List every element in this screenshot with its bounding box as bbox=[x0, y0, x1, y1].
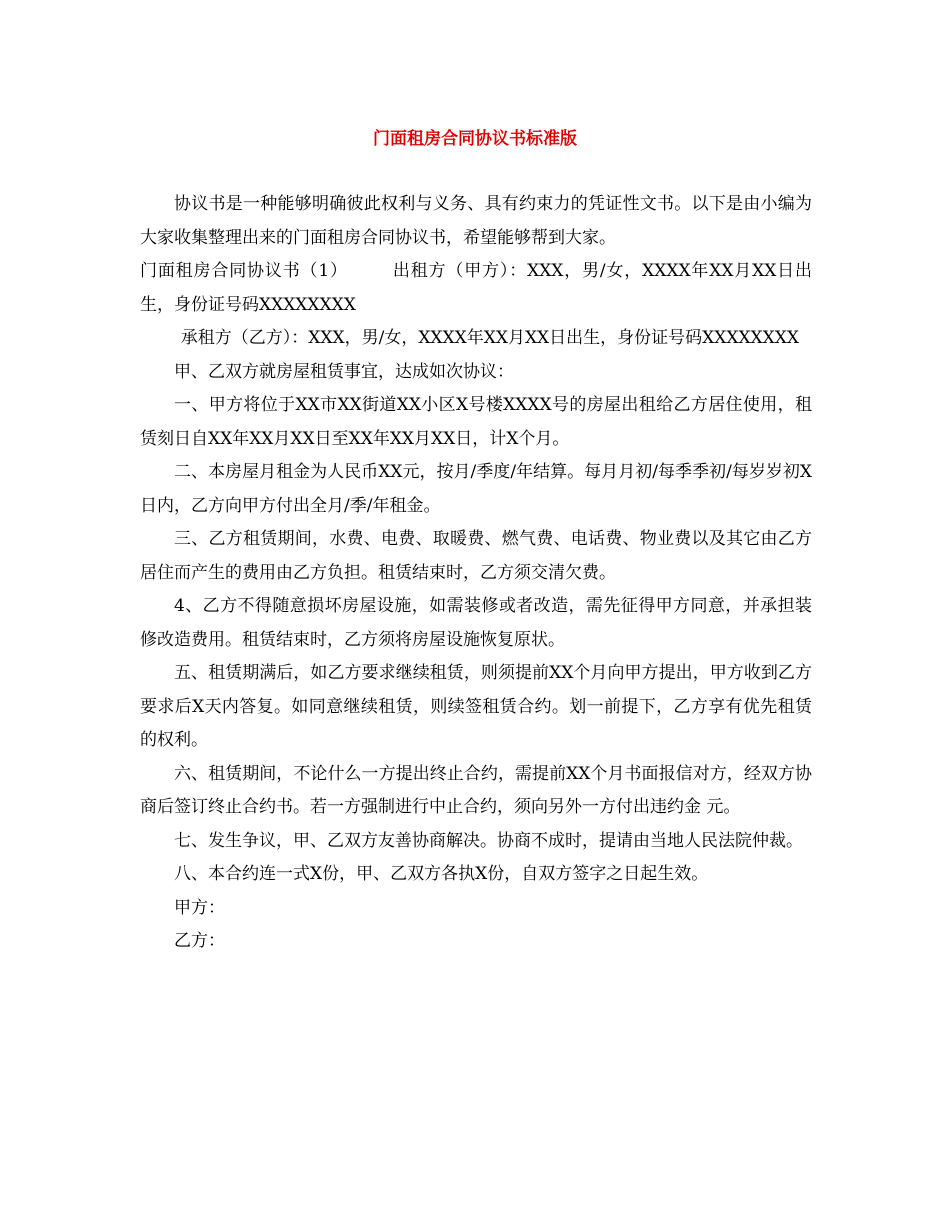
party-a-signature-line: 甲方： bbox=[174, 897, 225, 918]
clause-3-paragraph: 三、乙方租赁期间，水费、电费、取暖费、燃气费、电话费、物业费以及其它由乙方居住而产生的费用由乙方负担。租赁结束时，乙方须交清欠费。 bbox=[140, 529, 812, 583]
clause-2-paragraph: 二、本房屋月租金为人民币XX元，按月/季度/年结算。每月月初/每季季初/每岁岁初X日内，乙方向甲方付出全月/季/年租金。 bbox=[140, 462, 812, 516]
clause-8-paragraph: 八、本合约连一式X份，甲、乙双方各执X份，自双方签字之日起生效。 bbox=[174, 864, 709, 884]
clause-6-paragraph: 六、租赁期间，不论什么一方提出终止合约，需提前XX个月书面报信对方，经双方协商后签订终止合约书。若一方强制进行中止合约，须向另外一方付出违约金 元。 bbox=[140, 763, 812, 817]
clause-1-paragraph: 一、甲方将位于XX市XX街道XX小区X号楼XXXX号的房屋出租给乙方居住使用，租赁刻日自XX年XX月XX日至XX年XX月XX日，计X个月。 bbox=[140, 395, 812, 449]
party-b-signature-line: 乙方： bbox=[174, 931, 225, 951]
agreement-intro-paragraph: 甲、乙双方就房屋租赁事宜，达成如次协议： bbox=[174, 361, 514, 382]
clause-4-paragraph: 4、乙方不得随意损坏房屋设施，如需装修或者改造，需先征得甲方同意，并承担装修改造费用。租赁结束时，乙方须将房屋设施恢复原状。 bbox=[140, 596, 812, 650]
lessee-paragraph: 承租方（乙方）：XXX，男/女，XXXX年XX月XX日出生，身份证号码XXXXXXXX bbox=[180, 328, 799, 348]
intro-paragraph: 协议书是一种能够明确彼此权利与义务、具有约束力的凭证性文书。以下是由小编为大家收集整理出来的门面租房合同协议书，希望能够帮到大家。 bbox=[140, 194, 812, 248]
document-body bbox=[140, 188, 812, 959]
lessor-paragraph: 门面租房合同协议书（1） 出租方（甲方）：XXX，男/女，XXXX年XX月XX日出生，身份证号码XXXXXXXX bbox=[140, 261, 812, 315]
clause-5-paragraph: 五、租赁期满后，如乙方要求继续租赁，则须提前XX个月向甲方提出，甲方收到乙方要求后X天内答复。如同意继续租赁，则续签租赁合约。划一前提下，乙方享有优先租赁的权利。 bbox=[140, 663, 812, 750]
clause-7-paragraph: 七、发生争议，甲、乙双方友善协商解决。协商不成时，提请由当地人民法院仲裁。 bbox=[174, 830, 803, 851]
document-title: 门面租房合同协议书标准版 bbox=[373, 129, 577, 149]
